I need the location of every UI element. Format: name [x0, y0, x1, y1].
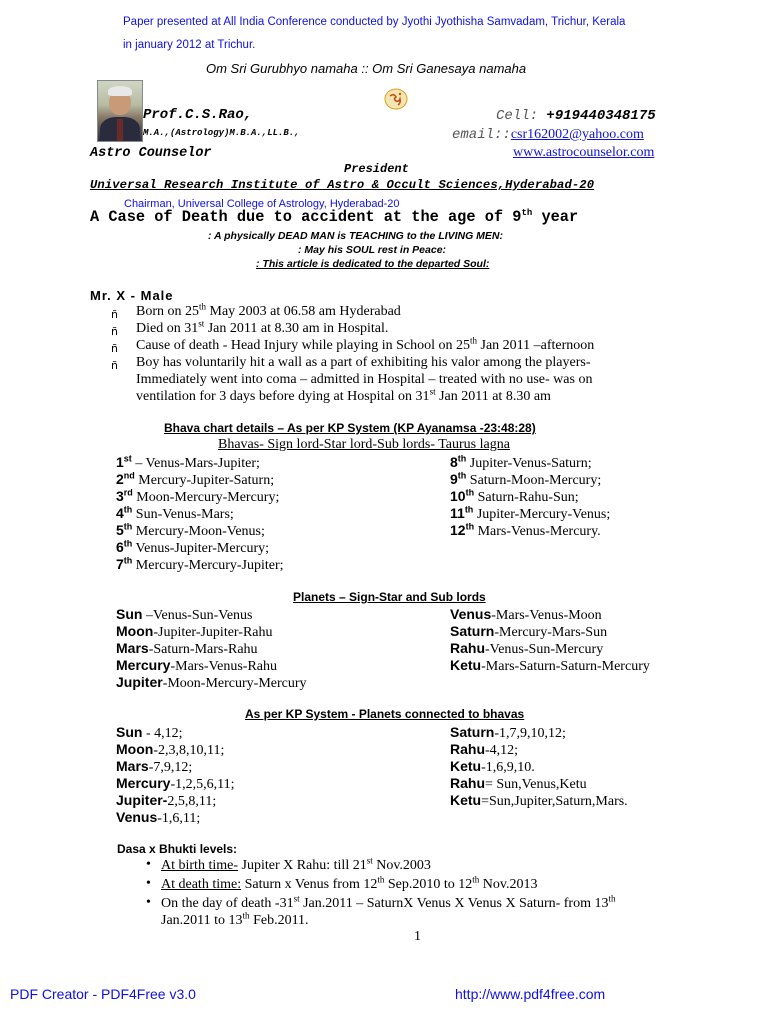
planet-name: Saturn: [450, 724, 495, 740]
email-link[interactable]: csr162002@yahoo.com: [510, 127, 644, 142]
planets-right-row: [450, 657, 650, 675]
planets-right-row: [450, 640, 603, 658]
bhava-number: 1: [116, 454, 124, 470]
bhava-subheading: Bhavas- Sign lord-Star lord-Sub lords- Taurus lagna: [218, 437, 510, 452]
planet-detail: -2,3,8,10,11;: [153, 743, 225, 758]
born-line: Born on 25th May 2003 at 06.58 am Hyderabad: [136, 301, 401, 319]
dasa-bullet: •: [146, 857, 151, 872]
planet-detail: -Jupiter-Jupiter-Rahu: [153, 625, 273, 640]
dasa-death: At death time: Saturn x Venus from 12th Sep.2010 to 12th Nov.2013: [161, 874, 538, 892]
conference-line-2: in january 2012 at Trichur.: [123, 39, 256, 51]
planets-left-row: [116, 657, 277, 675]
bhava-lords: Mercury-Mercury-Jupiter;: [132, 558, 284, 573]
bhava-ordinal: th: [457, 453, 467, 464]
planet-name: Rahu: [450, 640, 485, 656]
bhava-ordinal: th: [465, 521, 475, 532]
planet-name: Sun: [116, 724, 143, 740]
bhava-ordinal: th: [123, 538, 133, 549]
subtitle-3: : This article is dedicated to the departed Soul:: [256, 258, 490, 270]
planets-right-row: [450, 606, 602, 624]
bhava-ordinal: th: [123, 504, 133, 515]
planet-detail: –Venus-Sun-Venus: [142, 608, 253, 623]
planet-detail: -Saturn-Mars-Rahu: [148, 642, 258, 657]
pdf-creator-label: PDF Creator - PDF4Free v3.0: [10, 986, 196, 1002]
planet-detail: 2,5,8,11;: [167, 794, 217, 809]
cause-line: Cause of death - Head Injury while playing in School on 25th Jan 2011 –afternoon: [136, 335, 595, 353]
kp-left-row: [116, 809, 200, 827]
bhava-ordinal: st: [123, 453, 132, 464]
cell-label: Cell:: [496, 108, 539, 124]
bhava-number: 4: [116, 505, 124, 521]
bhava-ordinal: th: [464, 504, 474, 515]
om-symbol-icon: [384, 88, 408, 110]
bhava-number: 7: [116, 556, 124, 572]
bhava-lords: Mercury-Moon-Venus;: [132, 524, 265, 539]
president-label: President: [344, 162, 409, 176]
bhava-ordinal: th: [123, 521, 133, 532]
subtitle-2: : May his SOUL rest in Peace:: [298, 244, 447, 256]
planet-detail: = Sun,Venus,Ketu: [485, 777, 587, 792]
website-link[interactable]: www.astrocounselor.com: [513, 145, 655, 160]
bullet-glyph: ñ: [111, 342, 118, 355]
planet-detail: =Sun,Jupiter,Saturn,Mars.: [481, 794, 628, 809]
planets-heading: Planets – Sign-Star and Sub lords: [293, 590, 486, 604]
bhava-ordinal: th: [123, 555, 133, 566]
cell-contact: [496, 108, 656, 124]
cell-number: +919440348175: [546, 108, 656, 124]
pdf4free-link[interactable]: http://www.pdf4free.com: [455, 986, 606, 1002]
dasa-bullet: •: [146, 895, 151, 910]
bhava-right-row: [450, 488, 579, 506]
planet-name: Venus: [450, 606, 492, 622]
author-name: Prof.C.S.Rao,: [143, 107, 253, 123]
bhava-ordinal: rd: [123, 487, 133, 498]
planet-name: Ketu: [450, 758, 482, 774]
bhava-right-row: [450, 505, 610, 523]
planet-detail: -Moon-Mercury-Mercury: [162, 676, 307, 691]
bhava-lords: Saturn-Moon-Mercury;: [466, 473, 602, 488]
bhava-right-row: [450, 522, 601, 540]
planet-name: Venus: [116, 809, 158, 825]
invocation: Om Sri Gurubhyo namaha :: Om Sri Ganesaya namaha: [206, 61, 527, 76]
incident-line-3: ventilation for 3 days before dying at Hospital on 31st Jan 2011 at 8.30 am: [136, 386, 551, 404]
planet-name: Ketu: [450, 657, 482, 673]
kp-heading: As per KP System - Planets connected to bhavas: [245, 707, 525, 721]
bhava-right-row: [450, 454, 592, 472]
bullet-glyph: ñ: [111, 359, 118, 372]
died-line: Died on 31st Jan 2011 at 8.30 am in Hospital.: [136, 318, 389, 336]
planet-name: Moon: [116, 741, 154, 757]
planet-detail: -1,6,9,10.: [481, 760, 535, 775]
dasa-day-of-death: On the day of death -31st Jan.2011 – SaturnX Venus X Venus X Saturn- from 13th: [161, 893, 616, 911]
planet-name: Mars: [116, 758, 149, 774]
bhava-heading: Bhava chart details – As per KP System (KP Ayanamsa -23:48:28): [164, 421, 536, 435]
planet-detail: -1,6,11;: [157, 811, 201, 826]
planet-detail: -Mars-Venus-Moon: [491, 608, 602, 623]
bhava-left-row: [116, 488, 279, 506]
planet-detail: -1,7,9,10,12;: [494, 726, 566, 741]
bhava-lords: Mercury-Jupiter-Saturn;: [134, 473, 275, 488]
planet-name: Mercury: [116, 657, 171, 673]
planet-name: Saturn: [450, 623, 495, 639]
bullet-glyph: ñ: [111, 325, 118, 338]
incident-line-1: Boy has voluntarily hit a wall as a part of exhibiting his valor among the players-: [136, 355, 591, 370]
bhava-left-row: [116, 454, 260, 472]
conference-line-1: Paper presented at All India Conference conducted by Jyothi Jyothisha Samvadam, Trichur, Kerala: [123, 16, 626, 28]
planet-detail: -Venus-Sun-Mercury: [485, 642, 604, 657]
kp-right-row: [450, 792, 628, 810]
bhava-number: 3: [116, 488, 124, 504]
planet-detail: -7,9,12;: [148, 760, 193, 775]
kp-right-row: [450, 724, 566, 742]
bhava-left-row: [116, 471, 274, 489]
planet-name: Ketu: [450, 792, 482, 808]
bhava-number: 10: [450, 488, 466, 504]
planet-name: Moon: [116, 623, 154, 639]
kp-left-row: [116, 775, 235, 793]
bhava-lords: Venus-Jupiter-Mercury;: [132, 541, 270, 556]
bhava-right-row: [450, 471, 601, 489]
kp-right-row: [450, 741, 518, 759]
bhava-left-row: [116, 556, 284, 574]
dasa-bullet: •: [146, 876, 151, 891]
bhava-lords: – Venus-Mars-Jupiter;: [131, 456, 260, 471]
kp-left-row: [116, 724, 183, 742]
planet-detail: -1,2,5,6,11;: [170, 777, 235, 792]
institute-name: Universal Research Institute of Astro & Occult Sciences,Hyderabad-20: [90, 178, 595, 192]
bhava-number: 12: [450, 522, 466, 538]
planets-right-row: [450, 623, 607, 641]
subject-heading: Mr. X - Male: [90, 288, 174, 303]
dasa-birth: At birth time- Jupiter X Rahu: till 21st Nov.2003: [161, 855, 431, 873]
bhava-lords: Saturn-Rahu-Sun;: [474, 490, 579, 505]
email-contact: [452, 127, 644, 143]
incident-line-2: Immediately went into coma – admitted in Hospital – treated with no use- was on: [136, 372, 593, 387]
bhava-lords: Jupiter-Venus-Saturn;: [466, 456, 592, 471]
planet-name: Rahu: [450, 741, 485, 757]
bhava-lords: Jupiter-Mercury-Venus;: [473, 507, 611, 522]
bhava-ordinal: nd: [123, 470, 135, 481]
bhava-number: 6: [116, 539, 124, 555]
planets-left-row: [116, 640, 258, 658]
planet-name: Jupiter: [116, 674, 163, 690]
dasa-heading: Dasa x Bhukti levels:: [117, 842, 238, 856]
kp-right-row: [450, 758, 535, 776]
author-degrees: M.A.,(Astrology)M.B.A.,LL.B.,: [143, 128, 300, 138]
bhava-ordinal: th: [457, 470, 467, 481]
bhava-lords: Mars-Venus-Mercury.: [474, 524, 601, 539]
bullet-glyph: ñ: [111, 308, 118, 321]
bhava-left-row: [116, 539, 269, 557]
bhava-number: 5: [116, 522, 124, 538]
bhava-lords: Moon-Mercury-Mercury;: [132, 490, 280, 505]
bhava-ordinal: th: [465, 487, 475, 498]
planet-name: Mercury: [116, 775, 171, 791]
planet-name: Mars: [116, 640, 149, 656]
planet-name: Jupiter-: [116, 792, 168, 808]
bhava-number: 11: [450, 505, 465, 521]
kp-left-row: [116, 792, 216, 810]
bhava-number: 8: [450, 454, 458, 470]
planets-left-row: [116, 674, 307, 692]
page-number: 1: [414, 929, 421, 944]
planet-detail: -Mercury-Mars-Sun: [494, 625, 608, 640]
bhava-left-row: [116, 522, 265, 540]
planet-name: Rahu: [450, 775, 485, 791]
bhava-number: 9: [450, 471, 458, 487]
bhava-number: 2: [116, 471, 124, 487]
planet-name: Sun: [116, 606, 143, 622]
kp-left-row: [116, 758, 192, 776]
planets-left-row: [116, 606, 253, 624]
article-title: A Case of Death due to accident at the age of 9th year: [90, 207, 579, 226]
planet-detail: -Mars-Saturn-Saturn-Mercury: [481, 659, 650, 674]
dasa-day-of-death-line-2: Jan.2011 to 13th Feb.2011.: [161, 910, 309, 928]
planet-detail: -4,12;: [485, 743, 519, 758]
subtitle-1: : A physically DEAD MAN is TEACHING to the LIVING MEN:: [208, 230, 503, 242]
kp-right-row: [450, 775, 587, 793]
bhava-lords: Sun-Venus-Mars;: [132, 507, 234, 522]
planet-detail: - 4,12;: [142, 726, 183, 741]
email-label: email::: [452, 127, 511, 143]
planet-detail: -Mars-Venus-Rahu: [170, 659, 277, 674]
planets-left-row: [116, 623, 273, 641]
bhava-left-row: [116, 505, 234, 523]
portrait-photo: [97, 80, 143, 142]
kp-left-row: [116, 741, 224, 759]
chairman-line: Chairman, Universal College of Astrology, Hyderabad-20: [124, 198, 400, 210]
author-role: Astro Counselor: [90, 146, 212, 161]
